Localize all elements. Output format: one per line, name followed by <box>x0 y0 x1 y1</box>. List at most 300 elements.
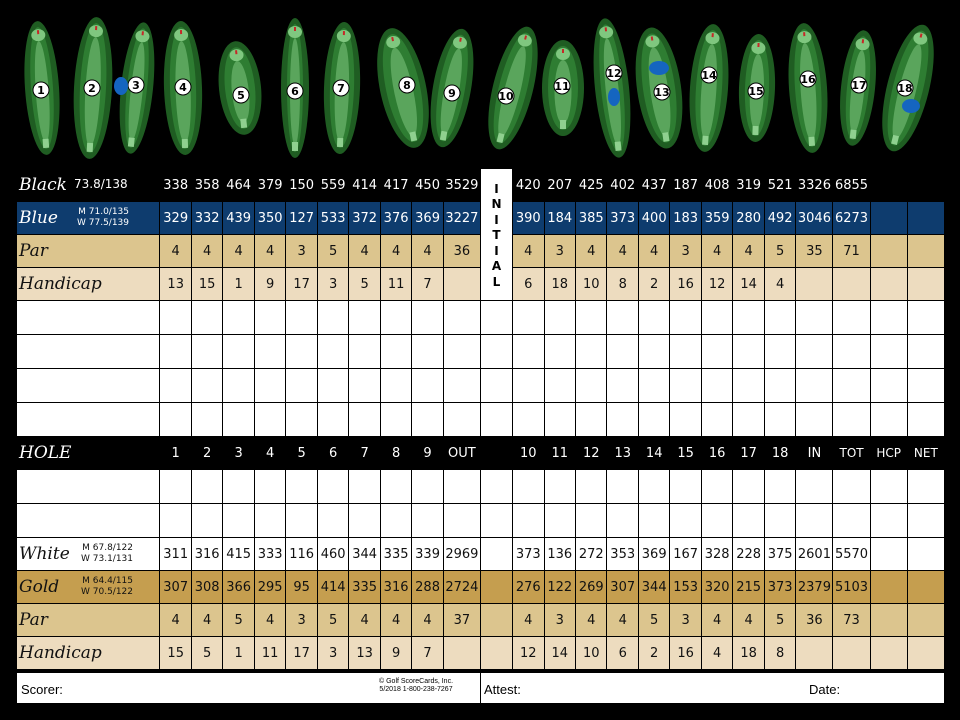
score-cell[interactable] <box>833 403 870 437</box>
date-label: Date: <box>809 682 841 697</box>
score-cell[interactable] <box>833 335 870 369</box>
hole-6-cell: 3 <box>317 637 348 670</box>
score-cell[interactable] <box>575 470 606 504</box>
hcp-cell <box>870 202 907 235</box>
player-score-row[interactable] <box>17 369 945 403</box>
score-cell[interactable] <box>412 369 443 403</box>
score-cell[interactable] <box>833 369 870 403</box>
hole-10-cell: 373 <box>513 538 544 571</box>
hole-number-label: 11 <box>554 80 570 93</box>
hole-17-cell: 4 <box>733 235 764 268</box>
hole-12-cell: 425 <box>575 169 606 202</box>
score-cell[interactable] <box>160 369 191 403</box>
score-cell[interactable] <box>513 369 544 403</box>
in-label: IN <box>796 437 833 470</box>
score-cell[interactable] <box>764 504 795 538</box>
hole-17-cell: 319 <box>733 169 764 202</box>
hole-10-cell: 4 <box>513 604 544 637</box>
net-cell <box>907 268 944 301</box>
score-cell[interactable] <box>870 470 907 504</box>
hole-3-cell: 366 <box>223 571 254 604</box>
score-cell[interactable] <box>638 301 669 335</box>
tot-cell: 71 <box>833 235 870 268</box>
score-cell[interactable] <box>575 403 606 437</box>
rating-men: M 64.4/115 <box>82 576 134 586</box>
score-cell[interactable] <box>575 335 606 369</box>
hole-5-cell: 150 <box>286 169 317 202</box>
score-cell[interactable] <box>764 335 795 369</box>
initial-letter: I <box>494 243 499 258</box>
hole-3-cell: 5 <box>223 604 254 637</box>
score-cell[interactable] <box>544 335 575 369</box>
score-cell[interactable] <box>286 504 317 538</box>
score-cell[interactable] <box>513 403 544 437</box>
hole-number: 17 <box>733 437 764 470</box>
score-cell[interactable] <box>380 335 411 369</box>
hole-1-cell: 4 <box>160 235 191 268</box>
score-cell[interactable] <box>907 403 944 437</box>
player-score-row[interactable] <box>17 470 945 504</box>
score-cell[interactable] <box>638 335 669 369</box>
score-cell[interactable] <box>349 335 380 369</box>
score-cell[interactable] <box>833 301 870 335</box>
score-cell[interactable] <box>160 403 191 437</box>
score-cell[interactable] <box>191 369 222 403</box>
score-cell[interactable] <box>638 403 669 437</box>
score-cell[interactable] <box>160 504 191 538</box>
player-score-row[interactable] <box>17 301 945 335</box>
hole-17-cell: 228 <box>733 538 764 571</box>
score-cell[interactable] <box>223 403 254 437</box>
score-cell[interactable] <box>160 301 191 335</box>
course-rating <box>77 207 129 229</box>
score-cell[interactable] <box>638 504 669 538</box>
in-cell <box>796 268 833 301</box>
score-cell[interactable] <box>349 504 380 538</box>
hole-number: 12 <box>575 437 606 470</box>
score-cell[interactable] <box>286 369 317 403</box>
score-cell[interactable] <box>191 504 222 538</box>
score-cell[interactable] <box>286 403 317 437</box>
score-cell[interactable] <box>733 470 764 504</box>
tee-name: Par <box>19 610 48 630</box>
initial-letter: L <box>492 274 501 289</box>
hole-number: 11 <box>544 437 575 470</box>
player-score-row[interactable] <box>17 504 945 538</box>
signature-footer <box>16 672 945 704</box>
score-cell[interactable] <box>764 369 795 403</box>
initial-letter: A <box>491 259 502 274</box>
score-cell[interactable] <box>317 403 348 437</box>
tee-name: Gold <box>19 577 60 597</box>
score-cell[interactable] <box>160 470 191 504</box>
score-cell[interactable] <box>412 504 443 538</box>
score-cell[interactable] <box>443 403 480 437</box>
hole-8-cell: 4 <box>380 235 411 268</box>
score-cell[interactable] <box>907 369 944 403</box>
hole-14-cell: 344 <box>638 571 669 604</box>
score-cell[interactable] <box>764 470 795 504</box>
net-cell <box>907 637 944 670</box>
hole-12-cell: 385 <box>575 202 606 235</box>
score-cell[interactable] <box>733 403 764 437</box>
score-cell[interactable] <box>254 301 285 335</box>
copyright-notice <box>379 678 453 694</box>
hole-12-cell: 10 <box>575 637 606 670</box>
score-cell[interactable] <box>480 369 512 403</box>
initial-column <box>480 169 512 301</box>
tee-name: Handicap <box>19 643 102 663</box>
score-cell[interactable] <box>701 335 732 369</box>
hole-1-cell: 4 <box>160 604 191 637</box>
score-cell[interactable] <box>796 504 833 538</box>
hole-8-cell: 4 <box>380 604 411 637</box>
hole-5-cell: 95 <box>286 571 317 604</box>
score-cell[interactable] <box>380 504 411 538</box>
score-cell[interactable] <box>443 301 480 335</box>
out-cell: 2969 <box>443 538 480 571</box>
score-cell[interactable] <box>513 470 544 504</box>
score-cell[interactable] <box>480 335 512 369</box>
player-score-row[interactable] <box>17 403 945 437</box>
tot-cell: 6855 <box>833 169 870 202</box>
hole-7-cell: 13 <box>349 637 380 670</box>
hole-5-cell: 3 <box>286 604 317 637</box>
hole-14-cell: 369 <box>638 538 669 571</box>
hole-8-cell: 417 <box>380 169 411 202</box>
hole-10-cell: 6 <box>513 268 544 301</box>
score-cell[interactable] <box>380 301 411 335</box>
rating-women: W 70.5/122 <box>81 587 134 597</box>
out-cell: 3529 <box>443 169 480 202</box>
net-label: NET <box>907 437 944 470</box>
score-cell[interactable] <box>701 369 732 403</box>
score-cell[interactable] <box>480 403 512 437</box>
score-cell[interactable] <box>670 335 701 369</box>
hole-18-cell: 8 <box>764 637 795 670</box>
score-cell[interactable] <box>513 335 544 369</box>
hole-17-cell: 4 <box>733 604 764 637</box>
hole-2-cell: 316 <box>191 538 222 571</box>
initial-letter: T <box>492 228 501 243</box>
score-cell[interactable] <box>670 403 701 437</box>
score-cell[interactable] <box>317 335 348 369</box>
score-cell[interactable] <box>907 335 944 369</box>
hole-number-label: 7 <box>337 82 345 95</box>
score-cell[interactable] <box>412 335 443 369</box>
score-cell[interactable] <box>349 301 380 335</box>
in-cell: 2601 <box>796 538 833 571</box>
hole-number-badge <box>333 80 349 96</box>
score-cell[interactable] <box>513 301 544 335</box>
score-cell[interactable] <box>286 335 317 369</box>
hole-number-badge <box>701 67 717 83</box>
hole-16-cell: 320 <box>701 571 732 604</box>
score-cell[interactable] <box>638 369 669 403</box>
score-cell[interactable] <box>480 470 512 504</box>
score-cell[interactable] <box>575 504 606 538</box>
player-name-cell[interactable] <box>17 369 160 403</box>
hole-13-cell: 402 <box>607 169 638 202</box>
score-cell[interactable] <box>317 369 348 403</box>
hole-3-cell: 1 <box>223 268 254 301</box>
score-cell[interactable] <box>796 470 833 504</box>
score-cell[interactable] <box>575 369 606 403</box>
net-cell <box>907 235 944 268</box>
out-label: OUT <box>443 437 480 470</box>
out-cell: 36 <box>443 235 480 268</box>
score-cell[interactable] <box>733 504 764 538</box>
hole-18-cell: 5 <box>764 604 795 637</box>
hcp-cell <box>870 235 907 268</box>
score-cell[interactable] <box>286 470 317 504</box>
hole-11-cell: 18 <box>544 268 575 301</box>
score-cell[interactable] <box>733 301 764 335</box>
net-cell <box>907 202 944 235</box>
score-cell[interactable] <box>286 301 317 335</box>
score-cell[interactable] <box>733 335 764 369</box>
copyright-line-2: 5/2018 1-800-238-7267 <box>379 686 453 693</box>
hole-16-cell: 4 <box>701 235 732 268</box>
score-cell[interactable] <box>670 301 701 335</box>
score-cell[interactable] <box>670 470 701 504</box>
score-cell[interactable] <box>191 335 222 369</box>
score-cell[interactable] <box>191 470 222 504</box>
score-cell[interactable] <box>412 470 443 504</box>
score-cell[interactable] <box>670 369 701 403</box>
water-hazard <box>608 88 620 106</box>
score-cell[interactable] <box>638 470 669 504</box>
score-cell[interactable] <box>544 301 575 335</box>
hole-5-cell: 17 <box>286 268 317 301</box>
hole-12-cell: 4 <box>575 604 606 637</box>
score-cell[interactable] <box>870 504 907 538</box>
player-name-cell[interactable] <box>17 301 160 335</box>
hole-number-badge <box>554 78 570 94</box>
score-cell[interactable] <box>191 301 222 335</box>
score-cell[interactable] <box>796 369 833 403</box>
out-cell: 2724 <box>443 571 480 604</box>
score-cell[interactable] <box>544 403 575 437</box>
score-cell[interactable] <box>223 504 254 538</box>
tee-row-gold <box>17 571 945 604</box>
score-cell[interactable] <box>223 369 254 403</box>
score-cell[interactable] <box>513 504 544 538</box>
hole-14-cell: 5 <box>638 604 669 637</box>
score-cell[interactable] <box>254 369 285 403</box>
course-rating <box>81 576 133 598</box>
hole-5-cell: 116 <box>286 538 317 571</box>
initial-letter: I <box>494 212 499 227</box>
hole-16-cell: 408 <box>701 169 732 202</box>
score-cell[interactable] <box>443 369 480 403</box>
score-cell[interactable] <box>607 470 638 504</box>
hole-5-cell: 3 <box>286 235 317 268</box>
hole-number-badge <box>748 83 764 99</box>
score-cell[interactable] <box>544 369 575 403</box>
score-cell[interactable] <box>870 369 907 403</box>
hole-6-cell: 3 <box>317 268 348 301</box>
hole-16-cell: 328 <box>701 538 732 571</box>
hole-1-cell: 13 <box>160 268 191 301</box>
score-cell[interactable] <box>349 470 380 504</box>
player-name-cell[interactable] <box>17 504 160 538</box>
hole-8-cell: 316 <box>380 571 411 604</box>
score-cell[interactable] <box>907 470 944 504</box>
tee-name: Blue <box>19 208 58 228</box>
score-cell[interactable] <box>607 335 638 369</box>
hole-10-cell: 420 <box>513 169 544 202</box>
score-cell[interactable] <box>412 403 443 437</box>
hole-number-label: 10 <box>498 90 514 103</box>
score-cell[interactable] <box>870 301 907 335</box>
score-cell[interactable] <box>380 470 411 504</box>
hole-4-cell: 333 <box>254 538 285 571</box>
hole-10-cell: 12 <box>513 637 544 670</box>
score-cell[interactable] <box>670 504 701 538</box>
scorer-label: Scorer: <box>21 682 63 697</box>
score-cell[interactable] <box>480 504 512 538</box>
hole-1-cell: 307 <box>160 571 191 604</box>
hcp-cell <box>870 637 907 670</box>
hole-7-cell: 4 <box>349 604 380 637</box>
score-cell[interactable] <box>380 369 411 403</box>
hole-3-cell: 4 <box>223 235 254 268</box>
player-score-row[interactable] <box>17 335 945 369</box>
hole-11-cell: 14 <box>544 637 575 670</box>
hole-1-cell: 15 <box>160 637 191 670</box>
hole-number-badge <box>233 87 249 103</box>
score-cell[interactable] <box>796 403 833 437</box>
score-cell[interactable] <box>443 335 480 369</box>
score-cell[interactable] <box>870 403 907 437</box>
hole-10-cell: 276 <box>513 571 544 604</box>
hole-number: 5 <box>286 437 317 470</box>
score-cell[interactable] <box>607 301 638 335</box>
hole-number-badge <box>800 71 816 87</box>
score-cell[interactable] <box>254 470 285 504</box>
tee-name: White <box>19 544 70 564</box>
score-cell[interactable] <box>349 403 380 437</box>
tot-cell <box>833 268 870 301</box>
hole-12-cell: 10 <box>575 268 606 301</box>
hole-number-badge <box>851 77 867 93</box>
hole-4-cell: 350 <box>254 202 285 235</box>
score-cell[interactable] <box>412 301 443 335</box>
score-cell[interactable] <box>443 470 480 504</box>
hole-9-cell: 339 <box>412 538 443 571</box>
hole-11-cell: 3 <box>544 604 575 637</box>
hole-number-label: 17 <box>851 79 867 92</box>
score-cell[interactable] <box>317 301 348 335</box>
hole-4-cell: 295 <box>254 571 285 604</box>
score-cell[interactable] <box>607 403 638 437</box>
hcp-cell <box>870 538 907 571</box>
score-cell[interactable] <box>833 504 870 538</box>
score-cell[interactable] <box>223 470 254 504</box>
hole-18-cell: 492 <box>764 202 795 235</box>
score-cell[interactable] <box>254 403 285 437</box>
footer-divider <box>480 673 481 703</box>
score-cell[interactable] <box>254 504 285 538</box>
score-cell[interactable] <box>254 335 285 369</box>
score-cell[interactable] <box>544 470 575 504</box>
hole-17-cell: 280 <box>733 202 764 235</box>
score-cell[interactable] <box>796 301 833 335</box>
hole-number: 15 <box>670 437 701 470</box>
net-cell <box>907 604 944 637</box>
score-cell[interactable] <box>380 403 411 437</box>
score-cell[interactable] <box>833 470 870 504</box>
tee-row-handicap <box>17 637 945 670</box>
hole-6-cell: 559 <box>317 169 348 202</box>
tee-name-cell <box>17 169 160 202</box>
player-name-cell[interactable] <box>17 403 160 437</box>
score-cell[interactable] <box>764 403 795 437</box>
rating-men: M 71.0/135 <box>78 207 130 217</box>
score-cell[interactable] <box>443 504 480 538</box>
hole-15-cell: 3 <box>670 604 701 637</box>
score-cell[interactable] <box>317 504 348 538</box>
player-name-cell[interactable] <box>17 470 160 504</box>
score-cell[interactable] <box>223 301 254 335</box>
hole-number-row <box>17 437 945 470</box>
hole-15-cell: 183 <box>670 202 701 235</box>
net-cell <box>907 169 944 202</box>
hole-6-cell: 5 <box>317 235 348 268</box>
hole-8-cell: 335 <box>380 538 411 571</box>
tot-cell <box>833 637 870 670</box>
score-cell[interactable] <box>544 504 575 538</box>
score-cell[interactable] <box>907 301 944 335</box>
hole-number-badge <box>399 77 415 93</box>
hole-13-cell: 8 <box>607 268 638 301</box>
initial-spacer <box>480 604 512 637</box>
score-cell[interactable] <box>870 335 907 369</box>
score-cell[interactable] <box>191 403 222 437</box>
hole-14-cell: 2 <box>638 268 669 301</box>
player-name-cell[interactable] <box>17 335 160 369</box>
score-cell[interactable] <box>575 301 606 335</box>
score-cell[interactable] <box>349 369 380 403</box>
score-cell[interactable] <box>317 470 348 504</box>
score-cell[interactable] <box>223 335 254 369</box>
hole-2-cell: 4 <box>191 235 222 268</box>
score-cell[interactable] <box>907 504 944 538</box>
score-cell[interactable] <box>607 369 638 403</box>
hole-number: 13 <box>607 437 638 470</box>
score-cell[interactable] <box>733 369 764 403</box>
score-cell[interactable] <box>796 335 833 369</box>
score-cell[interactable] <box>701 403 732 437</box>
tot-cell: 73 <box>833 604 870 637</box>
score-cell[interactable] <box>764 301 795 335</box>
tee-name-cell <box>17 637 160 670</box>
score-cell[interactable] <box>160 335 191 369</box>
tee-name-cell <box>17 571 160 604</box>
score-cell[interactable] <box>701 504 732 538</box>
hole-15-cell: 3 <box>670 235 701 268</box>
score-cell[interactable] <box>480 301 512 335</box>
hcp-label: HCP <box>870 437 907 470</box>
score-cell[interactable] <box>607 504 638 538</box>
score-cell[interactable] <box>701 301 732 335</box>
hole-7-cell: 344 <box>349 538 380 571</box>
hole-17-cell: 14 <box>733 268 764 301</box>
hole-number-badge <box>33 82 49 98</box>
score-cell[interactable] <box>701 470 732 504</box>
hole-number: 14 <box>638 437 669 470</box>
